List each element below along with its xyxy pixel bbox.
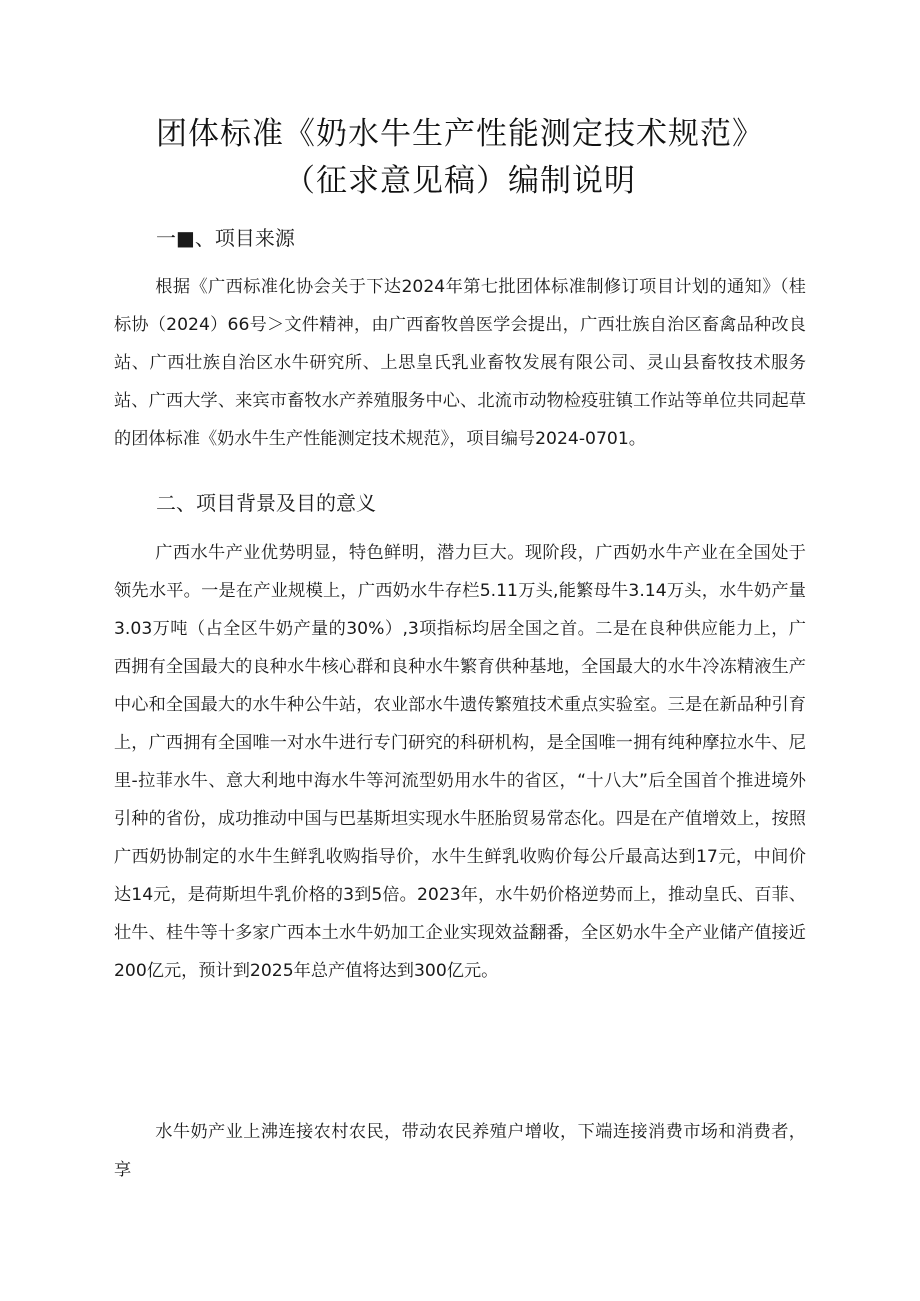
document-title-line-1: 团体标准《奶水牛生产性能测定技术规范》	[156, 116, 764, 152]
paragraph-background-1: 广西水牛产业优势明显，特色鲜明，潜力巨大。现阶段，广西奶水牛产业在全国处于领先水平。一是在产业规模上，广西奶水牛存栏5.11万头,能繁母牛3.14万头，水牛奶产量3.03万吨（占全区牛奶产量的30%）,3项指标均居全国之首。二是在良种供应能力上，广西拥有全国最大的良种水牛核心群和良种水牛繁育供种基地，全国最大的水牛冷冻精液生产中心和全国最大的水牛种公牛站，农业部水牛遗传繁殖技术重点实验室。三是在新品种引育上，广西拥有全国唯一对水牛进行专门研究的科研机构，是全国唯一拥有纯种摩拉水牛、尼里-拉菲水牛、意大利地中海水牛等河流型奶用水牛的省区，“十八大”后全国首个推进境外引种的省份，成功推动中国与巴基斯坦实现水牛胚胎贸易常态化。四是在产值增效上，按照广西奶协制定的水牛生鲜乳收购指导价，水牛生鲜乳收购价每公斤最高达到17元，中间价达14元，是荷斯坦牛乳价格的3到5倍。2023年，水牛奶价格逆势而上，推动皇氏、百菲、壮牛、桂牛等十多家广西本土水牛奶加工企业实现效益翻番，全区奶水牛全产业储产值接近200亿元，预计到2025年总产值将达到300亿元。	[114, 543, 806, 981]
section-heading-background: 二、项目背景及目的意义	[156, 491, 376, 515]
paragraph-project-source: 根据《广西标准化协会关于下达2024年第七批团体标准制修订项目计划的通知》（桂标协（2024）66号＞文件精神，由广西畜牧兽医学会提出，广西壮族自治区畜禽品种改良站、广西壮族自治区水牛研究所、上思皇氏乳业畜牧发展有限公司、灵山县畜牧技术服务站、广西大学、来宾市畜牧水产养殖服务中心、北流市动物检疫驻镇工作站等单位共同起草的团体标准《奶水牛生产性能测定技术规范》，项目编号2024-0701。	[114, 277, 806, 449]
document-title-line-2: （征求意见稿）编制说明	[284, 163, 636, 199]
section-heading-project-source: 一■、项目来源	[156, 226, 295, 250]
paragraph-background-2: 水牛奶产业上沸连接农村农民，带动农民养殖户增收，下端连接消费市场和消费者，享	[114, 1122, 806, 1180]
